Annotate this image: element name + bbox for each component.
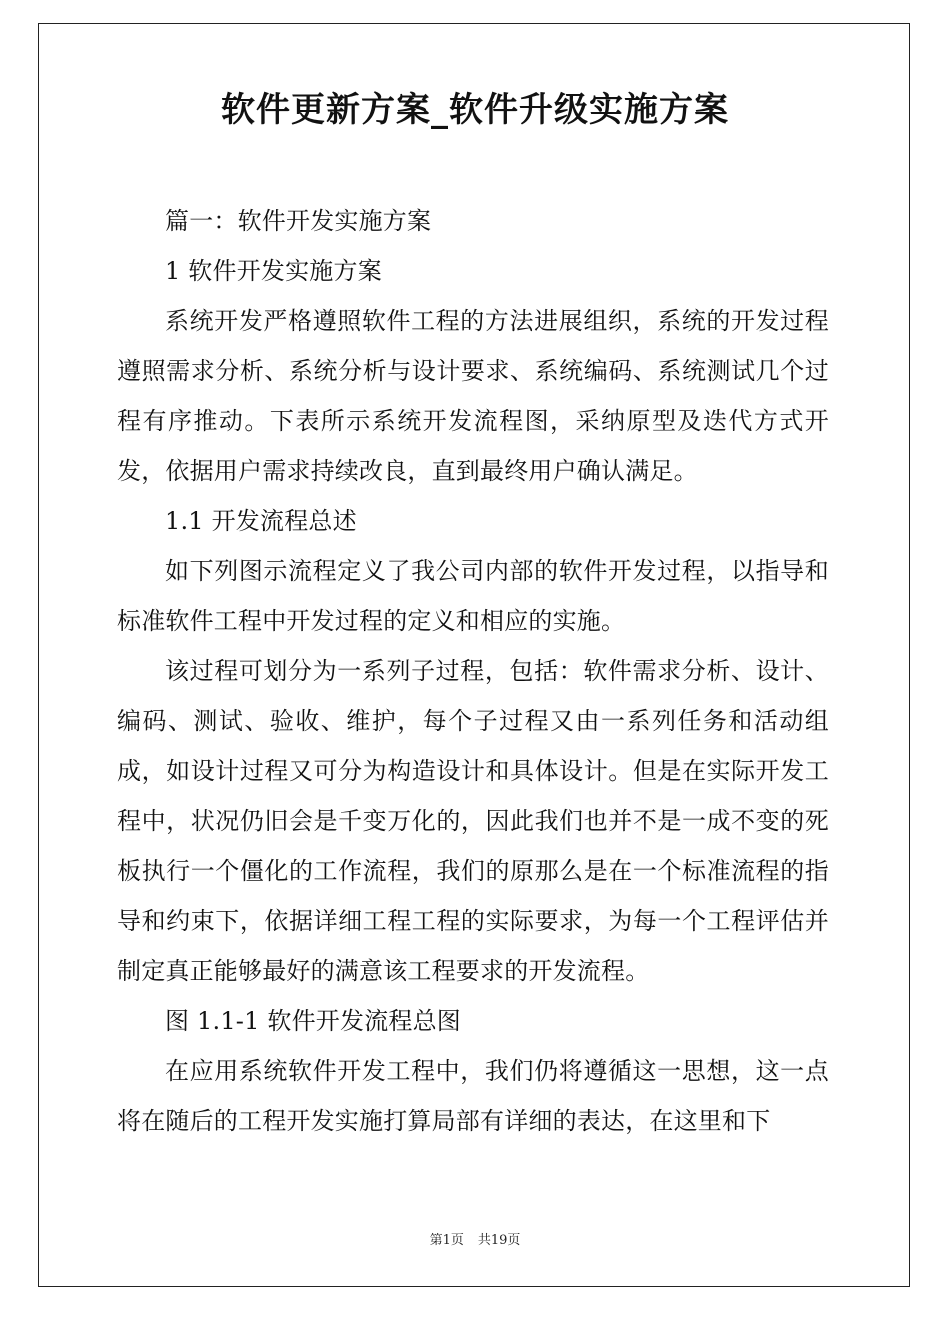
paragraph-heading-1: 1 软件开发实施方案: [165, 257, 382, 285]
document-title: 软件更新方案_软件升级实施方案: [221, 90, 729, 130]
figure-caption: 图 1.1-1 软件开发流程总图: [165, 1007, 462, 1035]
paragraph-intro: 系统开发严格遵照软件工程的方法进展组织，系统的开发过程遵照需求分析、系统分析与设计要求、系统编码、系统测试几个过程有序推动。下表所示系统开发流程图，采纳原型及迭代方式开发，依据用户需求持续改良，直到最终用户确认满足。: [117, 307, 829, 485]
paragraph-subprocesses: 该过程可划分为一系列子过程，包括：软件需求分析、设计、编码、测试、验收、维护，每个子过程又由一系列任务和活动组成，如设计过程又可分为构造设计和具体设计。但是在实际开发工程中，状况仍旧会是千变万化的，因此我们也并不是一成不变的死板执行一个僵化的工作流程，我们的原那么是在一个标准流程的指导和约束下，依据详细工程工程的实际要求，为每一个工程评估并制定真正能够最好的满意该工程要求的开发流程。: [117, 657, 829, 985]
document-body: [117, 196, 829, 1146]
paragraph-section-heading: 篇一：软件开发实施方案: [165, 207, 432, 235]
paragraph-heading-1-1: 1.1 开发流程总述: [165, 507, 357, 535]
page-footer: [0, 1232, 950, 1250]
total-pages: 共19页: [477, 1233, 521, 1248]
paragraph-application: 在应用系统软件开发工程中，我们仍将遵循这一思想，这一点将在随后的工程开发实施打算局部有详细的表达，在这里和下: [117, 1057, 829, 1135]
page-number: 第1页: [429, 1233, 464, 1248]
paragraph-process-definition: 如下列图示流程定义了我公司内部的软件开发过程，以指导和标准软件工程中开发过程的定义和相应的实施。: [117, 557, 829, 635]
